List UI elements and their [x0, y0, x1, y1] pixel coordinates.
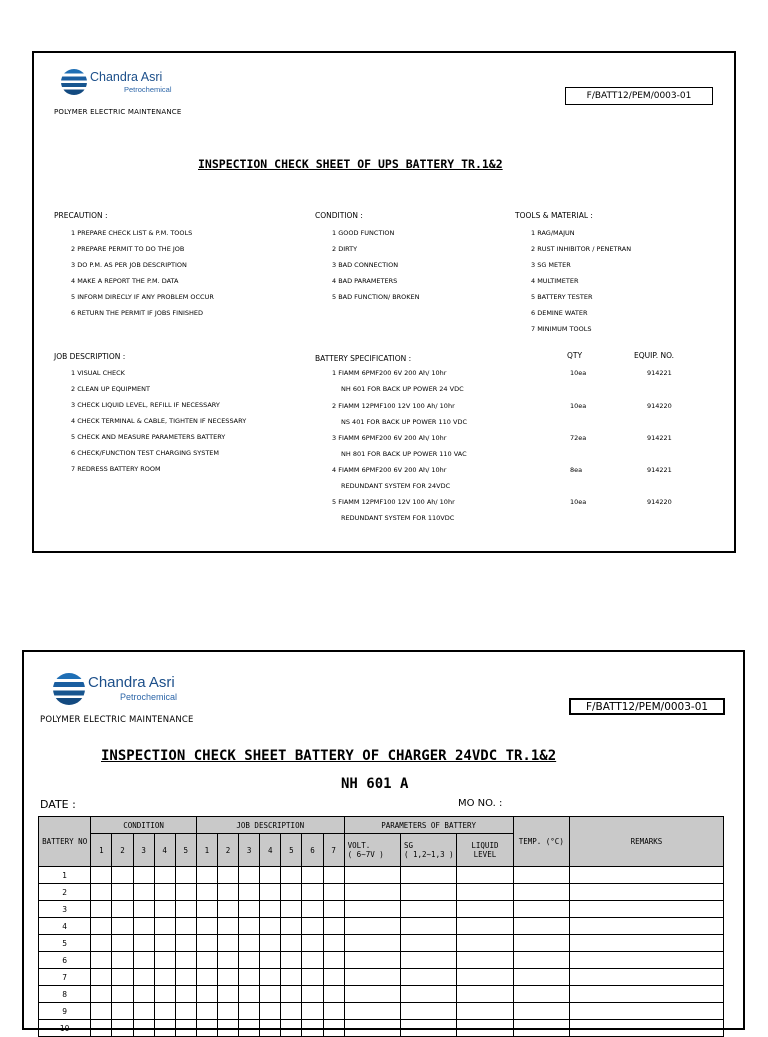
condition-item: 2 DIRTY	[332, 245, 358, 253]
spec-line: NH 601 FOR BACK UP POWER 24 VDC	[341, 385, 464, 393]
company-name: Chandra Asri	[90, 70, 163, 84]
entry-cell[interactable]	[91, 867, 112, 884]
spec-equip: 914221	[647, 434, 672, 442]
entry-cell[interactable]	[239, 969, 260, 986]
entry-cell[interactable]	[344, 986, 400, 1003]
entry-cell[interactable]	[457, 918, 513, 935]
entry-cell[interactable]	[323, 952, 344, 969]
condition-heading: CONDITION :	[315, 211, 363, 220]
entry-cell[interactable]	[112, 986, 133, 1003]
battery-number-cell: 6	[39, 952, 91, 969]
entry-cell[interactable]	[569, 986, 723, 1003]
entry-cell[interactable]	[260, 901, 281, 918]
condition-item: 4 BAD PARAMETERS	[332, 277, 398, 285]
entry-cell[interactable]	[91, 986, 112, 1003]
equip-heading: EQUIP. NO.	[634, 351, 675, 360]
entry-cell[interactable]	[513, 918, 569, 935]
entry-cell[interactable]	[133, 935, 154, 952]
entry-cell[interactable]	[133, 918, 154, 935]
sg-range: ( 1,2~1,3 )	[403, 850, 454, 859]
entry-cell[interactable]	[196, 986, 217, 1003]
entry-cell[interactable]	[260, 1020, 281, 1037]
entry-cell[interactable]	[457, 969, 513, 986]
entry-cell[interactable]	[91, 935, 112, 952]
entry-cell[interactable]	[302, 1020, 323, 1037]
entry-cell[interactable]	[323, 867, 344, 884]
entry-cell[interactable]	[154, 935, 175, 952]
entry-cell[interactable]	[239, 901, 260, 918]
entry-cell[interactable]	[323, 884, 344, 901]
precaution-item: 1 PREPARE CHECK LIST & P.M. TOOLS	[71, 229, 193, 237]
entry-cell[interactable]	[154, 1020, 175, 1037]
precaution-item: 6 RETURN THE PERMIT IF JOBS FINISHED	[71, 309, 203, 317]
entry-cell[interactable]	[112, 1003, 133, 1020]
condition-item: 3 BAD CONNECTION	[332, 261, 399, 269]
entry-cell[interactable]	[513, 969, 569, 986]
entry-cell[interactable]	[175, 918, 196, 935]
entry-cell[interactable]	[400, 952, 456, 969]
entry-cell[interactable]	[323, 901, 344, 918]
entry-cell[interactable]	[302, 1003, 323, 1020]
entry-cell[interactable]	[281, 1003, 302, 1020]
entry-cell[interactable]	[569, 969, 723, 986]
condition-header: CONDITION	[91, 817, 197, 834]
spec-heading: BATTERY SPECIFICATION :	[315, 354, 412, 363]
job-item: 4 CHECK TERMINAL & CABLE, TIGHTEN IF NECESSARY	[71, 417, 247, 425]
spec-line: 3 FIAMM 6PMF200 6V 200 Ah/ 10hr	[332, 434, 447, 442]
entry-cell[interactable]	[196, 935, 217, 952]
entry-cell[interactable]	[302, 918, 323, 935]
entry-cell[interactable]	[323, 918, 344, 935]
entry-cell[interactable]	[569, 952, 723, 969]
battery-number-cell: 9	[39, 1003, 91, 1020]
job-item: 7 REDRESS BATTERY ROOM	[71, 465, 161, 473]
entry-cell[interactable]	[175, 884, 196, 901]
battery-number-cell: 1	[39, 867, 91, 884]
form-code: F/BATT12/PEM/0003-01	[565, 87, 713, 105]
entry-cell[interactable]	[281, 884, 302, 901]
entry-cell[interactable]	[400, 884, 456, 901]
table-row	[39, 1003, 724, 1020]
entry-cell[interactable]	[154, 918, 175, 935]
entry-cell[interactable]	[175, 935, 196, 952]
entry-cell[interactable]	[175, 1003, 196, 1020]
entry-cell[interactable]	[323, 986, 344, 1003]
entry-cell[interactable]	[154, 901, 175, 918]
level-label: LEVEL	[473, 850, 497, 859]
entry-cell[interactable]	[513, 986, 569, 1003]
entry-cell[interactable]	[154, 969, 175, 986]
entry-cell[interactable]	[323, 1003, 344, 1020]
spec-qty: 10ea	[570, 402, 587, 410]
entry-cell[interactable]	[133, 1020, 154, 1037]
entry-cell[interactable]	[91, 918, 112, 935]
job-col-header: 4	[260, 834, 281, 867]
entry-cell[interactable]	[260, 1003, 281, 1020]
entry-cell[interactable]	[569, 1003, 723, 1020]
entry-cell[interactable]	[260, 952, 281, 969]
remarks-header: REMARKS	[569, 817, 723, 867]
entry-cell[interactable]	[112, 952, 133, 969]
entry-cell[interactable]	[569, 884, 723, 901]
table-row	[39, 1020, 724, 1037]
battery-number-cell: 2	[39, 884, 91, 901]
entry-cell[interactable]	[260, 918, 281, 935]
table-row	[39, 969, 724, 986]
entry-cell[interactable]	[281, 969, 302, 986]
department-label: POLYMER ELECTRIC MAINTENANCE	[54, 108, 182, 116]
entry-cell[interactable]	[217, 1003, 238, 1020]
entry-cell[interactable]	[400, 867, 456, 884]
company-name: Chandra Asri	[88, 674, 175, 691]
spec-line: REDUNDANT SYSTEM FOR 110VDC	[341, 514, 455, 522]
entry-cell[interactable]	[400, 918, 456, 935]
entry-cell[interactable]	[344, 952, 400, 969]
entry-cell[interactable]	[91, 901, 112, 918]
form-code: F/BATT12/PEM/0003-01	[569, 698, 725, 715]
entry-cell[interactable]	[175, 901, 196, 918]
condition-col-header: 4	[154, 834, 175, 867]
entry-cell[interactable]	[112, 1020, 133, 1037]
job-item: 5 CHECK AND MEASURE PARAMETERS BATTERY	[71, 433, 226, 441]
entry-cell[interactable]	[154, 867, 175, 884]
battery-number-cell: 10	[39, 1020, 91, 1037]
entry-cell[interactable]	[513, 952, 569, 969]
entry-cell[interactable]	[457, 1020, 513, 1037]
spec-qty: 8ea	[570, 466, 583, 474]
spec-qty: 10ea	[570, 498, 587, 506]
entry-cell[interactable]	[513, 884, 569, 901]
battery-number-cell: 7	[39, 969, 91, 986]
sheet-title: INSPECTION CHECK SHEET BATTERY OF CHARGER 24VDC TR.1&2	[101, 748, 557, 764]
entry-cell[interactable]	[260, 969, 281, 986]
precaution-item: 2 PREPARE PERMIT TO DO THE JOB	[71, 245, 185, 253]
table-row	[39, 884, 724, 901]
entry-cell[interactable]	[175, 1020, 196, 1037]
inspection-table	[38, 816, 724, 1037]
entry-cell[interactable]	[239, 918, 260, 935]
sg-label: SG	[403, 841, 413, 850]
entry-cell[interactable]	[217, 918, 238, 935]
entry-cell[interactable]	[302, 986, 323, 1003]
entry-cell[interactable]	[457, 935, 513, 952]
entry-cell[interactable]	[400, 1003, 456, 1020]
entry-cell[interactable]	[217, 952, 238, 969]
entry-cell[interactable]	[400, 901, 456, 918]
entry-cell[interactable]	[281, 901, 302, 918]
entry-cell[interactable]	[344, 935, 400, 952]
condition-col-header: 1	[91, 834, 112, 867]
entry-cell[interactable]	[91, 884, 112, 901]
job-heading: JOB DESCRIPTION :	[54, 352, 126, 361]
sheet-subtitle: NH 601 A	[341, 776, 409, 792]
battery-no-header: BATTERY NO	[39, 817, 91, 867]
entry-cell[interactable]	[281, 935, 302, 952]
entry-cell[interactable]	[175, 969, 196, 986]
entry-cell[interactable]	[91, 1020, 112, 1037]
entry-cell[interactable]	[239, 1020, 260, 1037]
entry-cell[interactable]	[513, 1003, 569, 1020]
entry-cell[interactable]	[302, 901, 323, 918]
entry-cell[interactable]	[302, 952, 323, 969]
entry-cell[interactable]	[344, 901, 400, 918]
spec-line: 4 FIAMM 6PMF200 6V 200 Ah/ 10hr	[332, 466, 447, 474]
entry-cell[interactable]	[196, 901, 217, 918]
precaution-item: 4 MAKE A REPORT THE P.M. DATA	[71, 277, 179, 285]
precaution-item: 3 DO P.M. AS PER JOB DESCRIPTION	[71, 261, 187, 269]
company-logo-icon	[53, 673, 85, 705]
spec-qty: 10ea	[570, 369, 587, 377]
entry-cell[interactable]	[344, 969, 400, 986]
entry-cell[interactable]	[457, 1003, 513, 1020]
entry-cell[interactable]	[239, 952, 260, 969]
liquid-label: LIQUID	[471, 841, 499, 850]
job-col-header: 1	[196, 834, 217, 867]
precaution-item: 5 INFORM DIRECLY IF ANY PROBLEM OCCUR	[71, 293, 214, 301]
precaution-heading: PRECAUTION :	[54, 211, 108, 220]
entry-cell[interactable]	[260, 986, 281, 1003]
spec-line: 2 FIAMM 12PMF100 12V 100 Ah/ 10hr	[332, 402, 455, 410]
tools-item: 2 RUST INHIBITOR / PENETRAN	[531, 245, 632, 253]
entry-cell[interactable]	[217, 935, 238, 952]
sheet-title: INSPECTION CHECK SHEET OF UPS BATTERY TR.1&2	[198, 157, 503, 171]
department-label: POLYMER ELECTRIC MAINTENANCE	[40, 715, 194, 725]
entry-cell[interactable]	[112, 969, 133, 986]
entry-cell[interactable]	[323, 969, 344, 986]
entry-cell[interactable]	[91, 969, 112, 986]
company-subname: Petrochemical	[120, 692, 178, 702]
entry-cell[interactable]	[239, 986, 260, 1003]
entry-cell[interactable]	[196, 1003, 217, 1020]
entry-cell[interactable]	[457, 867, 513, 884]
entry-cell[interactable]	[217, 867, 238, 884]
entry-cell[interactable]	[281, 986, 302, 1003]
spec-line: 5 FIAMM 12PMF100 12V 100 Ah/ 10hr	[332, 498, 455, 506]
tools-item: 6 DEMINE WATER	[531, 309, 588, 317]
sg-header	[400, 834, 456, 867]
entry-cell[interactable]	[400, 935, 456, 952]
entry-cell[interactable]	[112, 901, 133, 918]
entry-cell[interactable]	[196, 952, 217, 969]
entry-cell[interactable]	[154, 986, 175, 1003]
entry-cell[interactable]	[154, 1003, 175, 1020]
entry-cell[interactable]	[175, 986, 196, 1003]
entry-cell[interactable]	[344, 867, 400, 884]
condition-col-header: 5	[175, 834, 196, 867]
entry-cell[interactable]	[112, 935, 133, 952]
qty-heading: QTY	[567, 351, 583, 360]
entry-cell[interactable]	[112, 884, 133, 901]
job-col-header: 2	[217, 834, 238, 867]
spec-qty: 72ea	[570, 434, 587, 442]
table-row	[39, 986, 724, 1003]
job-item: 1 VISUAL CHECK	[71, 369, 125, 377]
entry-cell[interactable]	[513, 901, 569, 918]
volt-header	[344, 834, 400, 867]
company-logo-icon	[61, 69, 87, 95]
job-col-header: 3	[239, 834, 260, 867]
entry-cell[interactable]	[513, 1020, 569, 1037]
tools-item: 7 MINIMUM TOOLS	[531, 325, 592, 333]
entry-cell[interactable]	[260, 884, 281, 901]
entry-cell[interactable]	[569, 918, 723, 935]
entry-cell[interactable]	[175, 867, 196, 884]
liquid-level-header	[457, 834, 513, 867]
entry-cell[interactable]	[457, 952, 513, 969]
entry-cell[interactable]	[217, 969, 238, 986]
entry-cell[interactable]	[154, 884, 175, 901]
entry-cell[interactable]	[302, 935, 323, 952]
company-subname: Petrochemical	[124, 85, 172, 94]
job-item: 2 CLEAN UP EQUIPMENT	[71, 385, 150, 393]
entry-cell[interactable]	[400, 986, 456, 1003]
entry-cell[interactable]	[281, 1020, 302, 1037]
entry-cell[interactable]	[344, 1003, 400, 1020]
table-row	[39, 867, 724, 884]
tools-item: 3 SG METER	[531, 261, 571, 269]
volt-range: ( 6~7V )	[347, 850, 384, 859]
charger-battery-sheet	[22, 650, 745, 1033]
entry-cell[interactable]	[133, 884, 154, 901]
entry-cell[interactable]	[302, 867, 323, 884]
entry-cell[interactable]	[281, 867, 302, 884]
spec-line: NS 401 FOR BACK UP POWER 110 VDC	[341, 418, 467, 426]
spec-equip: 914221	[647, 466, 672, 474]
entry-cell[interactable]	[344, 1020, 400, 1037]
entry-cell[interactable]	[112, 867, 133, 884]
entry-cell[interactable]	[239, 935, 260, 952]
table-row	[39, 935, 724, 952]
spec-line: REDUNDANT SYSTEM FOR 24VDC	[341, 482, 451, 490]
tools-item: 5 BATTERY TESTER	[531, 293, 593, 301]
entry-cell[interactable]	[196, 1020, 217, 1037]
entry-cell[interactable]	[133, 986, 154, 1003]
job-description-header: JOB DESCRIPTION	[196, 817, 344, 834]
entry-cell[interactable]	[260, 867, 281, 884]
entry-cell[interactable]	[217, 901, 238, 918]
entry-cell[interactable]	[239, 884, 260, 901]
entry-cell[interactable]	[569, 901, 723, 918]
job-item: 6 CHECK/FUNCTION TEST CHARGING SYSTEM	[71, 449, 220, 457]
job-col-header: 5	[281, 834, 302, 867]
entry-cell[interactable]	[112, 918, 133, 935]
entry-cell[interactable]	[513, 935, 569, 952]
table-row	[39, 901, 724, 918]
entry-cell[interactable]	[217, 986, 238, 1003]
table-row	[39, 918, 724, 935]
entry-cell[interactable]	[196, 918, 217, 935]
spec-equip: 914221	[647, 369, 672, 377]
entry-cell[interactable]	[281, 952, 302, 969]
temp-header: TEMP. (°C)	[513, 817, 569, 867]
parameters-header: PARAMETERS OF BATTERY	[344, 817, 513, 834]
entry-cell[interactable]	[133, 867, 154, 884]
entry-cell[interactable]	[133, 969, 154, 986]
tools-item: 4 MULTIMETER	[531, 277, 579, 285]
volt-label: VOLT.	[347, 841, 371, 850]
entry-cell[interactable]	[569, 935, 723, 952]
spec-equip: 914220	[647, 498, 672, 506]
condition-col-header: 2	[112, 834, 133, 867]
entry-cell[interactable]	[133, 952, 154, 969]
entry-cell[interactable]	[217, 884, 238, 901]
battery-number-cell: 4	[39, 918, 91, 935]
entry-cell[interactable]	[457, 884, 513, 901]
entry-cell[interactable]	[154, 952, 175, 969]
entry-cell[interactable]	[239, 867, 260, 884]
table-row	[39, 952, 724, 969]
spec-equip: 914220	[647, 402, 672, 410]
entry-cell[interactable]	[400, 969, 456, 986]
entry-cell[interactable]	[569, 1020, 723, 1037]
condition-item: 1 GOOD FUNCTION	[332, 229, 395, 237]
entry-cell[interactable]	[239, 1003, 260, 1020]
entry-cell[interactable]	[302, 969, 323, 986]
entry-cell[interactable]	[323, 935, 344, 952]
entry-cell[interactable]	[302, 884, 323, 901]
battery-number-cell: 3	[39, 901, 91, 918]
entry-cell[interactable]	[133, 1003, 154, 1020]
job-col-header: 7	[323, 834, 344, 867]
job-col-header: 6	[302, 834, 323, 867]
mo-number-label: MO NO. :	[458, 798, 503, 809]
entry-cell[interactable]	[323, 1020, 344, 1037]
entry-cell[interactable]	[457, 901, 513, 918]
spec-line: NH 801 FOR BACK UP POWER 110 VAC	[341, 450, 467, 458]
entry-cell[interactable]	[344, 918, 400, 935]
date-label: DATE :	[40, 798, 76, 811]
tools-item: 1 RAG/MAJUN	[531, 229, 575, 237]
battery-number-cell: 5	[39, 935, 91, 952]
battery-number-cell: 8	[39, 986, 91, 1003]
entry-cell[interactable]	[196, 969, 217, 986]
entry-cell[interactable]	[457, 986, 513, 1003]
entry-cell[interactable]	[281, 918, 302, 935]
entry-cell[interactable]	[400, 1020, 456, 1037]
condition-col-header: 3	[133, 834, 154, 867]
entry-cell[interactable]	[260, 935, 281, 952]
entry-cell[interactable]	[344, 884, 400, 901]
entry-cell[interactable]	[196, 884, 217, 901]
entry-cell[interactable]	[196, 867, 217, 884]
entry-cell[interactable]	[513, 867, 569, 884]
job-item: 3 CHECK LIQUID LEVEL, REFILL IF NECESSARY	[71, 401, 220, 409]
condition-item: 5 BAD FUNCTION/ BROKEN	[332, 293, 420, 301]
ups-battery-sheet	[32, 51, 736, 553]
entry-cell[interactable]	[175, 952, 196, 969]
spec-line: 1 FIAMM 6PMF200 6V 200 Ah/ 10hr	[332, 369, 447, 377]
entry-cell[interactable]	[133, 901, 154, 918]
entry-cell[interactable]	[569, 867, 723, 884]
entry-cell[interactable]	[91, 1003, 112, 1020]
entry-cell[interactable]	[217, 1020, 238, 1037]
entry-cell[interactable]	[91, 952, 112, 969]
tools-heading: TOOLS & MATERIAL :	[515, 211, 593, 220]
